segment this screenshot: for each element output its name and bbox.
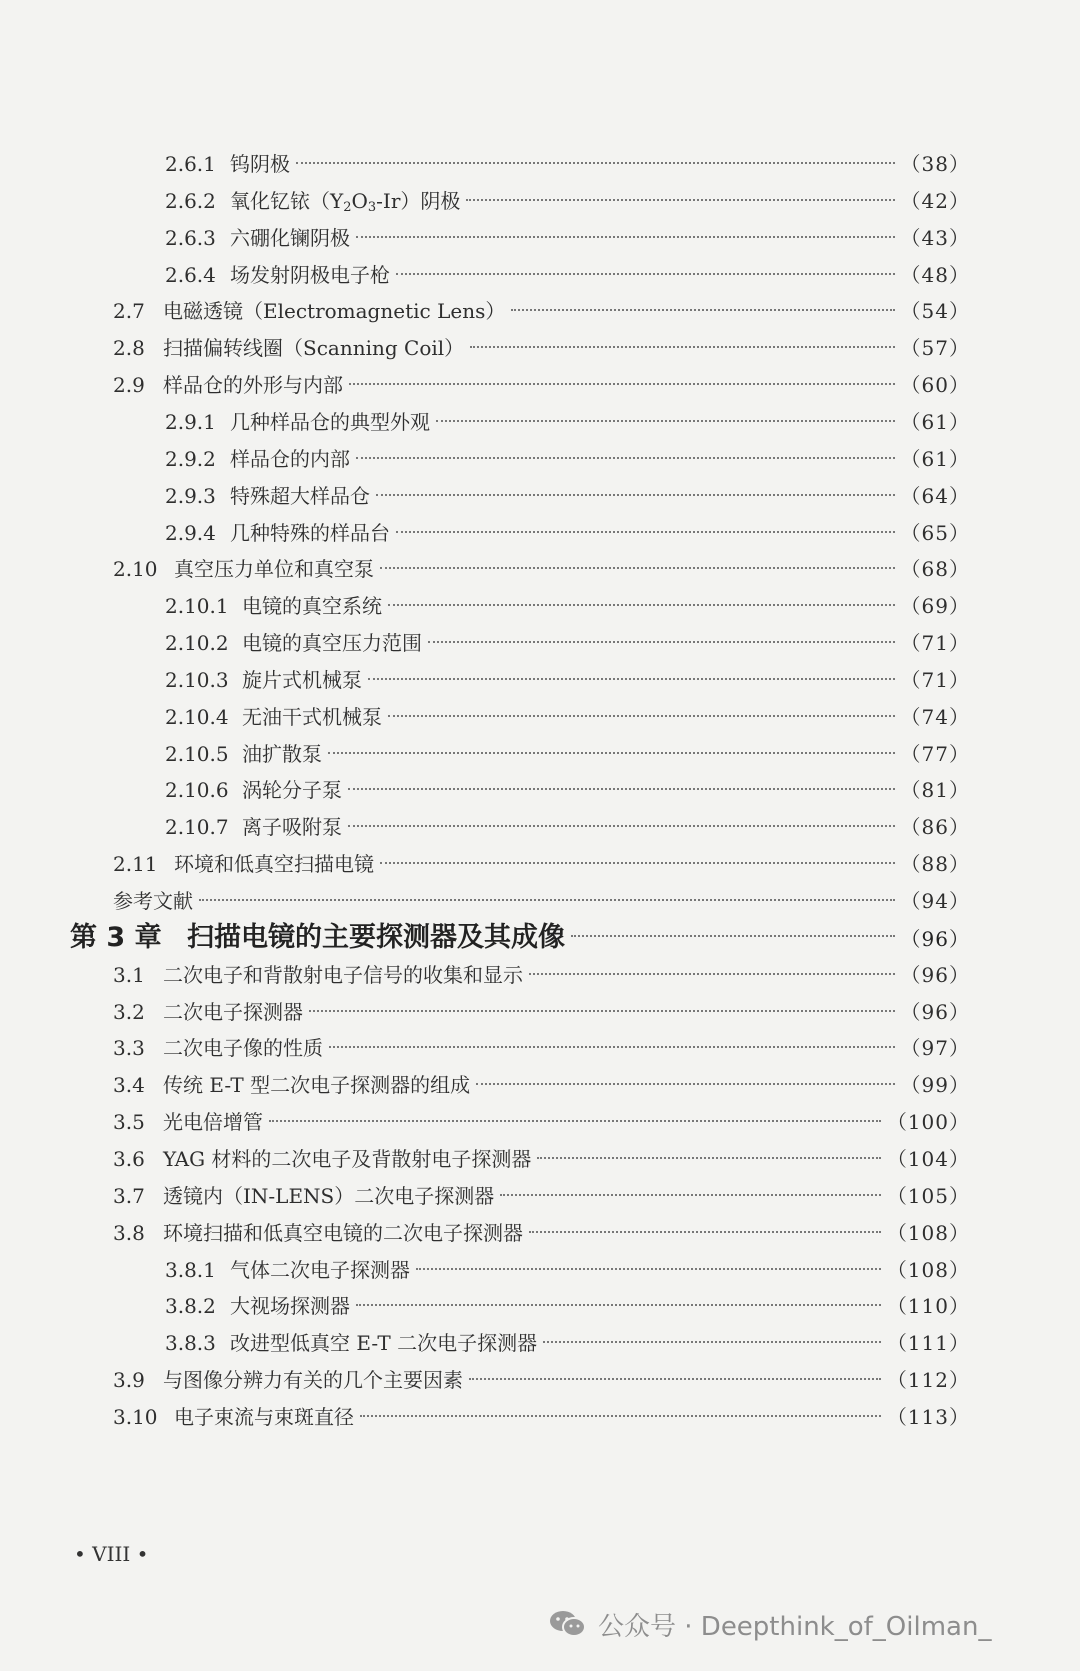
dot-leader [329,1046,895,1048]
toc-page-number: （69） [900,594,970,619]
dot-leader [356,457,895,459]
toc-entry-number: 2.10 [113,557,158,582]
toc-entry [165,663,970,697]
toc-page-number: （86） [900,815,970,840]
toc-page-number: （77） [900,741,970,766]
toc-entry [113,1363,970,1397]
toc-entry-number: 2.6.4 [165,262,216,287]
toc-entry-title: 光电倍增管 [163,1110,263,1135]
toc-entry-number: 3.8 [113,1220,145,1245]
dot-leader [376,494,895,496]
dot-leader [436,420,895,422]
toc-page-number: （71） [900,631,970,656]
toc-entry [113,1031,970,1065]
toc-page-number: （60） [900,373,970,398]
toc-page-number: （81） [900,778,970,803]
toc-page-number: （57） [900,336,970,361]
dot-leader [368,678,895,680]
toc-page-number: （64） [900,483,970,508]
toc-page-number: （61） [900,446,970,471]
page-number-footer: • VIII • [74,1542,149,1566]
toc-entry-number: 2.8 [113,336,145,361]
toc-entry [165,442,970,476]
dot-leader [470,346,894,348]
toc-entry [165,810,970,844]
dot-leader [388,715,895,717]
dot-leader [466,199,894,201]
toc-entry-title: 二次电子探测器 [163,999,303,1024]
toc-page-number: （104） [886,1146,970,1171]
dot-leader [428,641,895,643]
toc-page-number: （94） [900,889,970,913]
toc-entry [165,1326,970,1360]
toc-entry-number: 2.9.1 [165,409,216,434]
toc-entry [165,184,970,218]
toc-entry-title: 离子吸附泵 [242,815,342,840]
dot-leader [476,1083,894,1085]
toc-entry-number: 2.10.7 [165,815,229,840]
toc-entry-title: 真空压力单位和真空泵 [174,557,374,582]
toc-entry [113,884,970,918]
toc-entry-title: 无油干式机械泵 [242,704,382,729]
dot-leader [348,825,895,827]
toc-entry [165,700,970,734]
dot-leader [500,1194,881,1196]
toc-page-number: （108） [886,1257,970,1282]
toc-entry-number: 2.10.5 [165,741,229,766]
toc-entry [113,1105,970,1139]
dot-leader [396,273,895,275]
toc-entry [113,368,970,402]
toc-entry-title: 环境扫描和低真空电镜的二次电子探测器 [163,1220,523,1245]
title-part: 氧化钇铱（Y [230,188,344,213]
toc-entry-number: 2.9.2 [165,446,216,471]
toc-page-number: （99） [900,1073,970,1098]
toc-entry-title: 电磁透镜（Electromagnetic Lens） [163,299,506,324]
toc-entry-number: 2.6.1 [165,152,216,176]
toc-entry-number: 3.1 [113,962,145,987]
toc-page-number: （88） [900,852,970,877]
dot-leader [380,567,895,569]
toc-entry [165,258,970,292]
dot-leader [199,899,895,901]
toc-entry [165,221,970,255]
toc-entry [113,1179,970,1213]
toc-page-number: （96） [900,962,970,987]
toc-page-number: （113） [886,1404,970,1429]
watermark-text: 公众号 · Deepthink_of_Oilman_ [598,1611,992,1642]
dot-leader [356,236,895,238]
toc-page-number: （112） [886,1368,970,1393]
toc-page-number: （105） [886,1183,970,1208]
toc-entry [165,405,970,439]
toc-entry [165,626,970,660]
toc-entry [165,516,970,550]
toc-entry-number: 3.8.1 [165,1257,216,1282]
toc-entry-title: 电镜的真空系统 [242,594,382,619]
toc-page-number: （97） [900,1036,970,1061]
toc-entry-title: 参考文献 [113,889,193,913]
toc-entry [113,331,970,365]
toc-page-number: （96） [900,999,970,1024]
wechat-icon [548,1609,588,1639]
toc-entry-number: 2.7 [113,299,145,324]
dot-leader [388,604,895,606]
dot-leader [269,1120,881,1122]
toc-entry-title: 六硼化镧阴极 [230,225,350,250]
toc-entry-number: 2.6.3 [165,225,216,250]
toc-page-number: （42） [900,188,970,213]
toc-entry-number: 2.10.1 [165,594,229,619]
toc-entry-title [230,184,460,218]
toc-entry-title: 电子束流与束斑直径 [174,1404,354,1429]
toc-entry-title: 样品仓的外形与内部 [163,373,343,398]
toc-page-number: （43） [900,225,970,250]
toc-entry-title: 气体二次电子探测器 [230,1257,410,1282]
toc-entry-number: 3.7 [113,1183,145,1208]
toc-entry-title: 样品仓的内部 [230,446,350,471]
toc-entry-title: 传统 E-T 型二次电子探测器的组成 [163,1073,471,1098]
subscript-text: 3 [367,199,377,215]
toc-entry-title: 二次电子像的性质 [163,1036,323,1061]
toc-entry-number: 3.3 [113,1036,145,1061]
toc-page-number: （96） [900,926,970,951]
toc-entry-title: 旋片式机械泵 [242,667,362,692]
toc-entry-number: 3.8.3 [165,1331,216,1356]
toc-entry-title: 环境和低真空扫描电镜 [174,852,374,877]
dot-leader [469,1378,881,1380]
toc-entry [113,847,970,881]
dot-leader [349,383,895,385]
toc-entry [165,773,970,807]
toc-page-number: （54） [900,299,970,324]
toc-entry-title: 几种样品仓的典型外观 [230,409,430,434]
toc-entry-title: 油扩散泵 [242,741,322,766]
toc-entry-title: 扫描电镜的主要探测器及其成像 [187,921,565,953]
dot-leader [348,788,895,790]
toc-entry-title: 涡轮分子泵 [242,778,342,803]
toc-entry [165,1289,970,1323]
toc-entry [165,479,970,513]
toc-entry-number: 3.5 [113,1110,145,1135]
toc-page-number: （68） [900,557,970,582]
toc-entry [113,958,970,992]
toc-entry [113,294,970,328]
toc-entry [113,1068,970,1102]
toc-entry [113,1216,970,1250]
toc-entry-title: 场发射阴极电子枪 [230,262,390,287]
dot-leader [543,1341,881,1343]
dot-leader [328,752,895,754]
toc-chapter-row [70,921,970,955]
toc-entry-number: 2.10.4 [165,704,229,729]
toc-entry-title: 透镜内（IN-LENS）二次电子探测器 [163,1183,495,1208]
toc-page-number: （48） [900,262,970,287]
toc-entry [165,1253,970,1287]
toc-page-number: （65） [900,520,970,545]
toc-entry [165,589,970,623]
toc-page-number: （111） [886,1331,970,1356]
toc-entry-title: 二次电子和背散射电子信号的收集和显示 [163,962,523,987]
toc-entry-number: 3.9 [113,1368,145,1393]
toc-entry-number: 2.6.2 [165,188,216,213]
toc-entry [113,552,970,586]
toc-page-number: （110） [886,1294,970,1319]
dot-leader [296,162,895,164]
dot-leader [416,1268,881,1270]
subscript-text: 2 [343,199,352,215]
dot-leader [511,309,894,311]
toc-page-number: （71） [900,667,970,692]
dot-leader [356,1304,881,1306]
dot-leader [380,862,895,864]
dot-leader [360,1415,881,1417]
toc-entry-number: 2.9.4 [165,520,216,545]
toc-entry-number: 第 3 章 [70,921,162,953]
toc-page-number: （100） [886,1110,970,1135]
title-part: O [351,188,368,213]
toc-entry-title: 钨阴极 [230,152,290,176]
toc-entry-title: 与图像分辨力有关的几个主要因素 [163,1368,463,1393]
toc-entry-title: 改进型低真空 E-T 二次电子探测器 [230,1331,538,1356]
dot-leader [529,973,895,975]
toc-entry-number: 2.10.2 [165,631,229,656]
toc-entry-number: 3.8.2 [165,1294,216,1319]
dot-leader [529,1231,881,1233]
dot-leader [571,935,895,937]
toc-entry-title: YAG 材料的二次电子及背散射电子探测器 [163,1146,532,1171]
toc-entry-number: 3.4 [113,1073,145,1098]
toc-page-number: （61） [900,409,970,434]
toc-entry-number: 2.11 [113,852,158,877]
dot-leader [396,531,895,533]
toc-entry-title: 特殊超大样品仓 [230,483,370,508]
toc-entry-title: 大视场探测器 [230,1294,350,1319]
toc-entry-title: 几种特殊的样品台 [230,520,390,545]
title-part: -Ir）阴极 [376,188,461,213]
toc-page-number: （74） [900,704,970,729]
toc-page-number: （38） [900,152,970,176]
toc-entry-number: 2.9 [113,373,145,398]
toc-entry-number: 3.6 [113,1146,145,1171]
toc-entry-number: 3.2 [113,999,145,1024]
toc-entry-number: 2.10.3 [165,667,229,692]
watermark [548,1604,991,1644]
toc-entry-title: 扫描偏转线圈（Scanning Coil） [163,336,465,361]
dot-leader [309,1010,895,1012]
toc-entry [165,737,970,771]
toc-entry [113,995,970,1029]
toc-page-number: （108） [886,1220,970,1245]
toc-entry-number: 2.9.3 [165,483,216,508]
toc-entry-number: 2.10.6 [165,778,229,803]
toc-entry [113,1142,970,1176]
toc-entry [113,1400,970,1434]
toc-entry-number: 3.10 [113,1404,158,1429]
dot-leader [537,1157,880,1159]
toc-entry [165,147,970,181]
toc-entry-title: 电镜的真空压力范围 [242,631,422,656]
